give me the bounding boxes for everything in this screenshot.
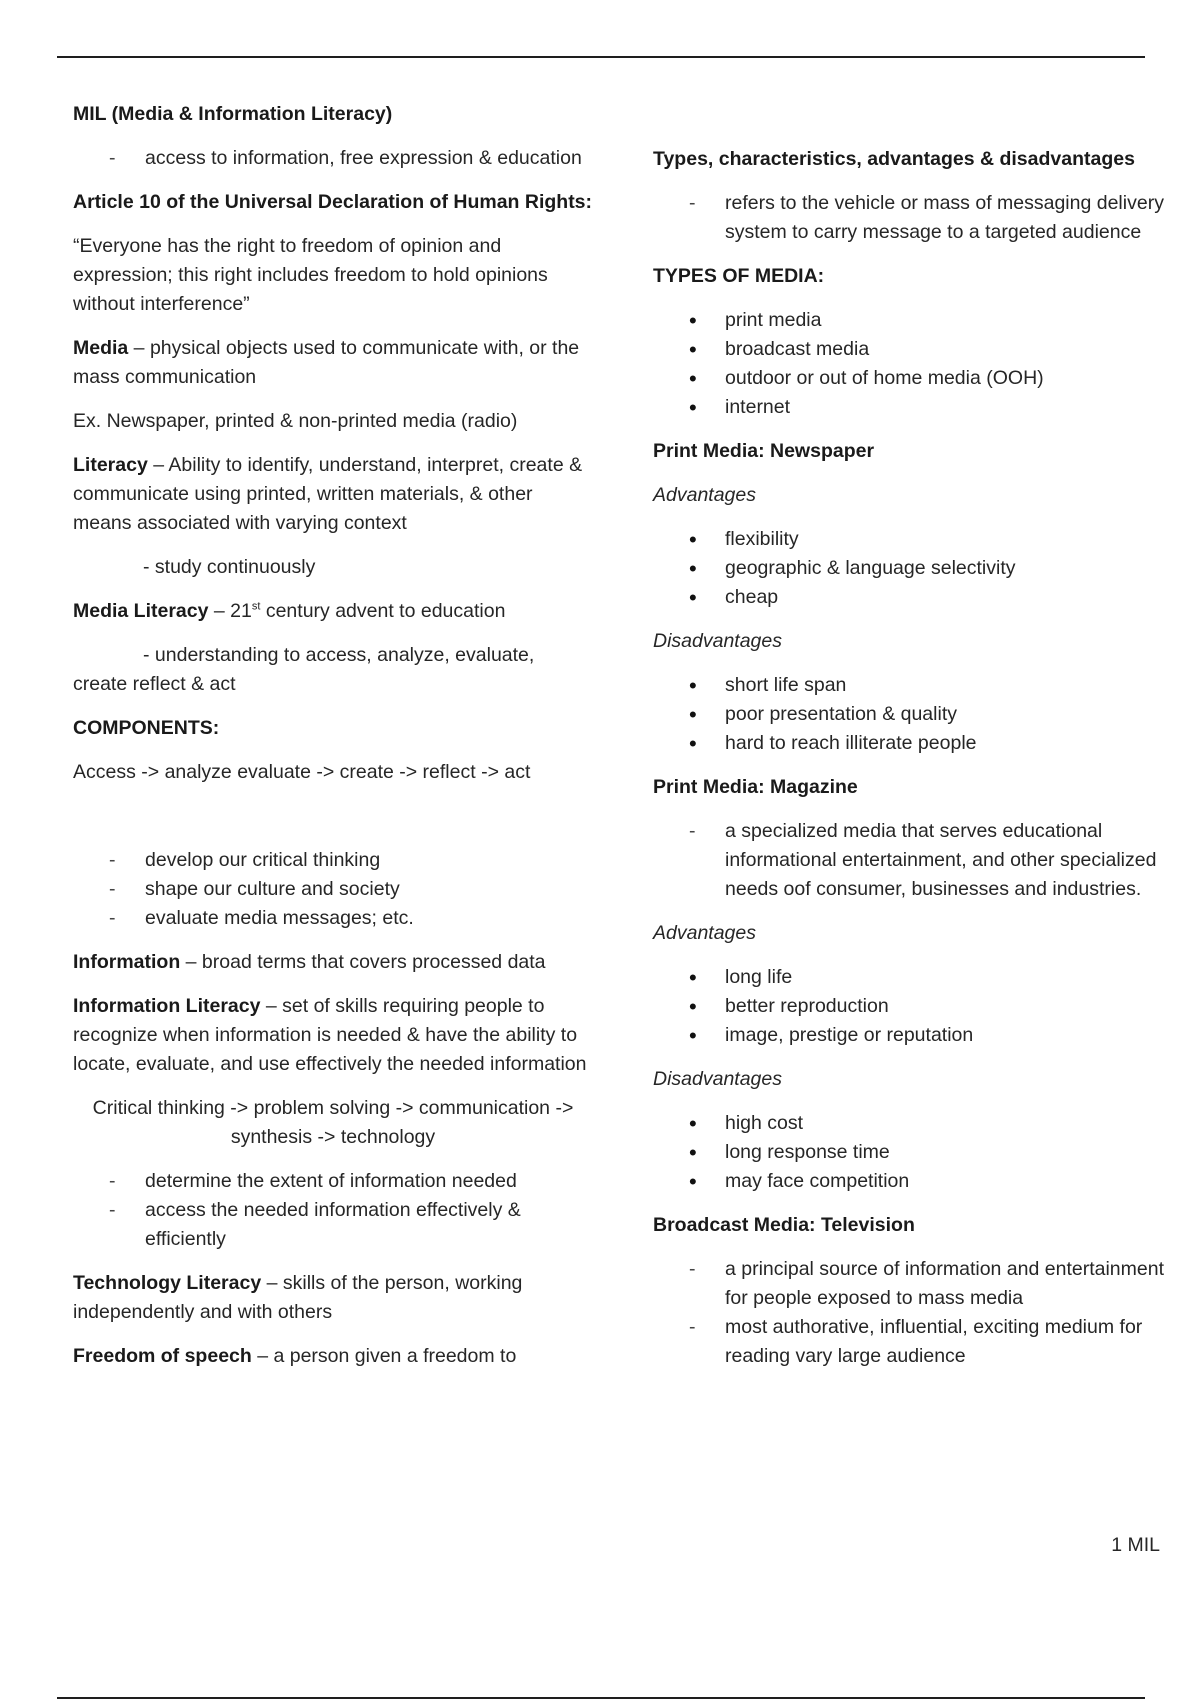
list-item: - shape our culture and society	[73, 875, 593, 904]
magazine-disadvantages-list	[653, 1109, 1173, 1196]
list-item: • poor presentation & quality	[653, 700, 1173, 729]
top-rule	[57, 56, 1145, 58]
ml-sup: st	[251, 600, 261, 613]
information-literacy-definition	[73, 992, 593, 1079]
freedom-of-speech-term: Freedom of speech	[73, 1345, 252, 1367]
television-list	[653, 1255, 1173, 1371]
components-heading: COMPONENTS:	[73, 717, 220, 739]
list-item: • internet	[653, 393, 1173, 422]
ml-def-pre: – 21	[208, 600, 252, 622]
technology-literacy-definition	[73, 1269, 593, 1327]
newspaper-advantages-list	[653, 525, 1173, 612]
list-item: - a principal source of information and entertainment for people exposed to mass media	[653, 1255, 1173, 1313]
list-item: - a specialized media that serves educational informational entertainment, and other specialized needs oof consumer, businesses and industries.	[653, 817, 1173, 904]
media-def-text: – physical objects used to communicate with, or the mass communication	[73, 337, 580, 388]
information-def-text: – broad terms that covers processed data	[180, 951, 546, 973]
list-item: • print media	[653, 306, 1173, 335]
technology-literacy-def-text: – skills of the person, working independently and with others	[73, 1272, 523, 1323]
components-flow: Access -> analyze evaluate -> create -> reflect -> act	[73, 761, 531, 783]
list-item: • broadcast media	[653, 335, 1173, 364]
il-flow	[73, 1094, 593, 1152]
types-list	[653, 189, 1173, 247]
list-item: • may face competition	[653, 1167, 1173, 1196]
newspaper-advantages-label: Advantages	[653, 484, 756, 506]
page-footer: 1 MIL	[1111, 1534, 1160, 1556]
il-flow-line-1: Critical thinking -> problem solving -> communication ->	[92, 1097, 574, 1119]
types-of-media-heading: TYPES OF MEDIA:	[653, 265, 825, 287]
list-item: • image, prestige or reputation	[653, 1021, 1173, 1050]
components-list	[73, 846, 593, 933]
media-definition	[73, 334, 593, 392]
newspaper-heading: Print Media: Newspaper	[653, 440, 875, 462]
newspaper-disadvantages-list	[653, 671, 1173, 758]
ml-def-post: century advent to education	[260, 600, 506, 622]
literacy-def-text: – Ability to identify, understand, interpret, create & communicate using printed, written materials, & other means associated with varying context	[73, 454, 583, 534]
il-flow-line-2: synthesis -> technology	[230, 1126, 436, 1148]
media-term: Media	[73, 337, 129, 359]
il-list	[73, 1167, 593, 1254]
mil-title: MIL (Media & Information Literacy)	[73, 103, 393, 125]
list-item: - determine the extent of information needed	[73, 1167, 593, 1196]
list-item: - refers to the vehicle or mass of messaging delivery system to carry message to a targeted audience	[653, 189, 1173, 247]
list-item: - access to information, free expression & education	[73, 144, 593, 173]
spacer	[73, 802, 593, 846]
magazine-list	[653, 817, 1173, 904]
article-quote: “Everyone has the right to freedom of opinion and expression; this right includes freedom to hold opinions without interference”	[73, 235, 548, 315]
information-term: Information	[73, 951, 181, 973]
list-item: • better reproduction	[653, 992, 1173, 1021]
right-column	[653, 145, 1173, 1386]
list-item: • long response time	[653, 1138, 1173, 1167]
media-example: Ex. Newspaper, printed & non-printed media (radio)	[73, 410, 518, 432]
left-column	[73, 100, 593, 1386]
freedom-of-speech-def-text: – a person given a freedom to	[251, 1345, 517, 1367]
list-item: - most authorative, influential, exciting medium for reading vary large audience	[653, 1313, 1173, 1371]
freedom-of-speech-definition	[73, 1342, 593, 1371]
list-item: • outdoor or out of home media (OOH)	[653, 364, 1173, 393]
magazine-disadvantages-label: Disadvantages	[653, 1068, 782, 1090]
list-item: - access the needed information effectively & efficiently	[73, 1196, 593, 1254]
list-item: - evaluate media messages; etc.	[73, 904, 593, 933]
media-literacy-term: Media Literacy	[73, 600, 209, 622]
magazine-heading: Print Media: Magazine	[653, 776, 858, 798]
newspaper-disadvantages-label: Disadvantages	[653, 630, 782, 652]
list-item: • short life span	[653, 671, 1173, 700]
technology-literacy-term: Technology Literacy	[73, 1272, 262, 1294]
literacy-term: Literacy	[73, 454, 148, 476]
information-literacy-def-text: – set of skills requiring people to recognize when information is needed & have the ability to locate, evaluate, and use effectively the needed information	[73, 995, 587, 1075]
types-of-media-list	[653, 306, 1173, 422]
literacy-definition	[73, 451, 593, 538]
list-item: • cheap	[653, 583, 1173, 612]
information-definition	[73, 948, 593, 977]
media-literacy-sub: - understanding to access, analyze, evaluate, create reflect & act	[73, 644, 535, 695]
media-literacy-definition	[73, 597, 593, 626]
article-heading: Article 10 of the Universal Declaration of Human Rights:	[73, 191, 593, 213]
list-item: • flexibility	[653, 525, 1173, 554]
list-item: • high cost	[653, 1109, 1173, 1138]
television-heading: Broadcast Media: Television	[653, 1214, 915, 1236]
mil-title-list	[73, 144, 593, 173]
information-literacy-term: Information Literacy	[73, 995, 261, 1017]
list-item: • long life	[653, 963, 1173, 992]
magazine-advantages-label: Advantages	[653, 922, 756, 944]
types-heading: Types, characteristics, advantages & disadvantages	[653, 148, 1135, 170]
magazine-advantages-list	[653, 963, 1173, 1050]
list-item: • hard to reach illiterate people	[653, 729, 1173, 758]
study-note: - study continuously	[143, 556, 316, 578]
list-item: • geographic & language selectivity	[653, 554, 1173, 583]
bottom-rule	[57, 1697, 1145, 1699]
list-item: - develop our critical thinking	[73, 846, 593, 875]
